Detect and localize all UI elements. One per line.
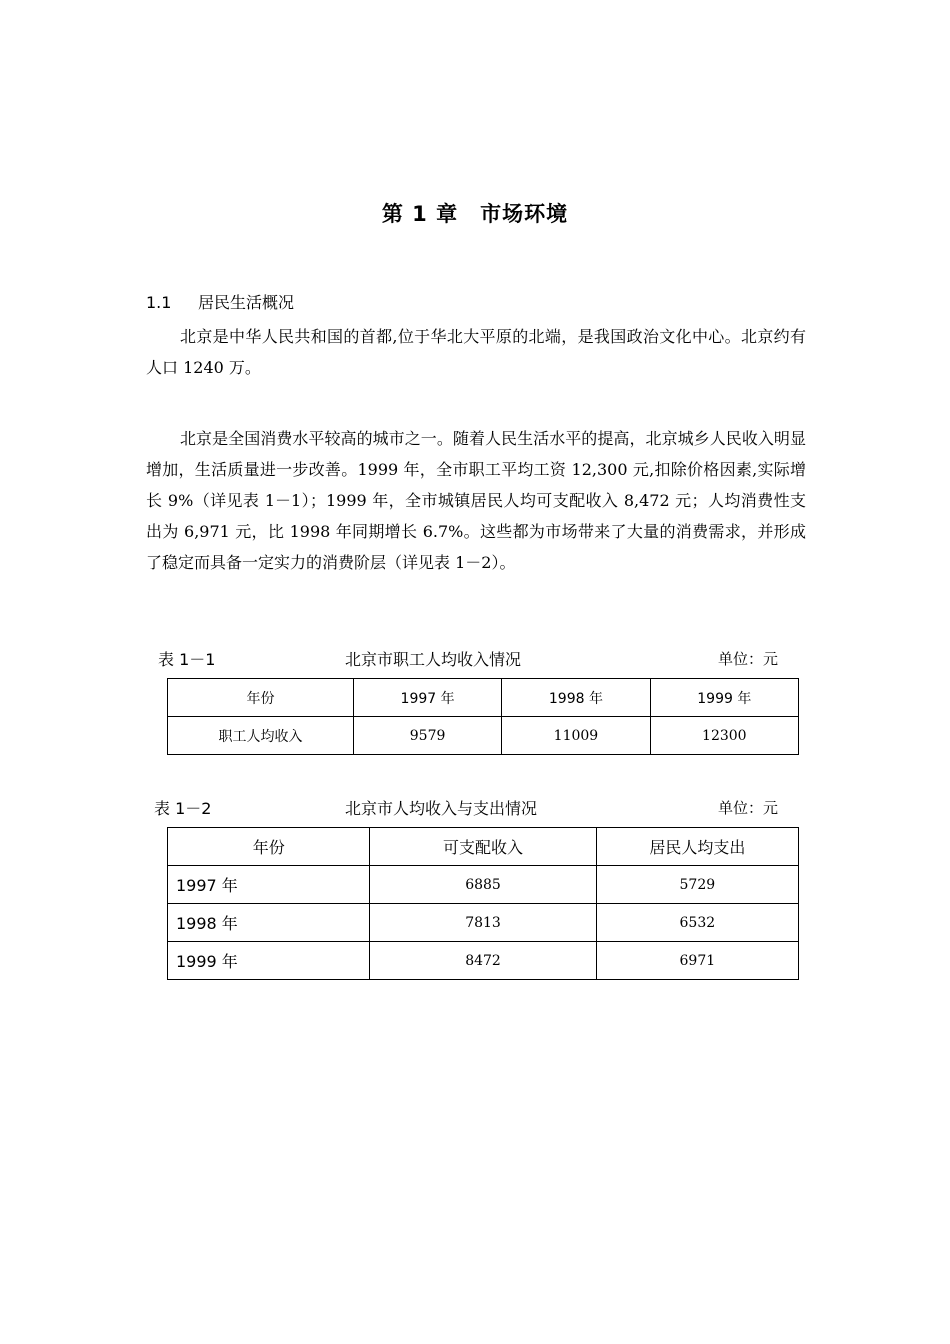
table-cell: 1998 年 bbox=[168, 904, 370, 942]
table-cell: 12300 bbox=[650, 717, 798, 755]
table-cell: 6971 bbox=[596, 942, 798, 980]
table1-label: 表 1－1 bbox=[158, 650, 216, 669]
table1-title: 北京市职工人均收入情况 bbox=[345, 650, 522, 669]
table-header-row bbox=[168, 828, 799, 866]
table-cell: 5729 bbox=[596, 866, 798, 904]
table2-label: 表 1－2 bbox=[154, 799, 212, 818]
table-header-row bbox=[168, 679, 799, 717]
table2-unit: 单位：元 bbox=[718, 799, 779, 817]
table-header-cell: 1997 年 bbox=[353, 679, 501, 717]
table2-title: 北京市人均收入与支出情况 bbox=[345, 799, 538, 818]
table-row bbox=[168, 904, 799, 942]
section-heading bbox=[146, 290, 294, 313]
paragraph-2: 北京是全国消费水平较高的城市之一。随着人民生活水平的提高，北京城乡人民收入明显增加，生活质量进一步改善。1999 年，全市职工平均工资 12,300 元,扣除价格因素,实际增长 9%（详见表 1－1）；1999 年，全市城镇居民人均可支配收入 8,472 元；人均消费性支出为 6,971 元，比 1998 年同期增长 6.7%。这些都为市场带来了大量的消费需求，并形成了稳定而具备一定实力的消费阶层（详见表 1－2）。 bbox=[146, 429, 806, 572]
table-row bbox=[168, 717, 799, 755]
table-header-cell: 年份 bbox=[168, 679, 354, 717]
table-header-cell: 年份 bbox=[168, 828, 370, 866]
section-number: 1.1 bbox=[146, 293, 172, 312]
table-row bbox=[168, 866, 799, 904]
table-cell: 6885 bbox=[370, 866, 596, 904]
table-cell: 职工人均收入 bbox=[168, 717, 354, 755]
table-cell: 9579 bbox=[353, 717, 501, 755]
table1 bbox=[167, 678, 799, 755]
section-title: 居民生活概况 bbox=[198, 293, 295, 312]
table2 bbox=[167, 827, 799, 980]
table-cell: 8472 bbox=[370, 942, 596, 980]
table-cell: 11009 bbox=[502, 717, 650, 755]
table-header-cell: 可支配收入 bbox=[370, 828, 596, 866]
paragraph-1: 北京是中华人民共和国的首都,位于华北大平原的北端，是我国政治文化中心。北京约有人口 1240 万。 bbox=[146, 327, 806, 377]
table-cell: 7813 bbox=[370, 904, 596, 942]
table-cell: 1999 年 bbox=[168, 942, 370, 980]
table1-unit: 单位：元 bbox=[718, 650, 779, 668]
table-header-cell: 1998 年 bbox=[502, 679, 650, 717]
table-cell: 6532 bbox=[596, 904, 798, 942]
table-row bbox=[168, 942, 799, 980]
table-header-cell: 1999 年 bbox=[650, 679, 798, 717]
table-header-cell: 居民人均支出 bbox=[596, 828, 798, 866]
chapter-title: 第 1 章 市场环境 bbox=[381, 202, 569, 226]
table-cell: 1997 年 bbox=[168, 866, 370, 904]
